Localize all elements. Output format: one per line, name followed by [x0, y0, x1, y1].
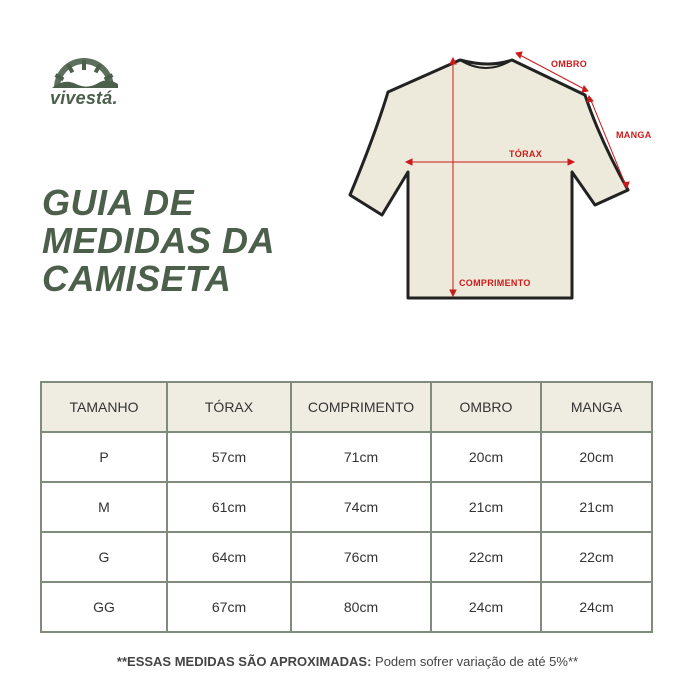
- label-sleeve: MANGA: [616, 130, 652, 140]
- cell-shoulder: 24cm: [431, 582, 541, 632]
- tshirt-illustration: [340, 40, 670, 310]
- cell-size: M: [41, 482, 167, 532]
- cell-chest: 64cm: [167, 532, 291, 582]
- cell-chest: 61cm: [167, 482, 291, 532]
- cell-length: 74cm: [291, 482, 431, 532]
- header-size: TAMANHO: [41, 382, 167, 432]
- cell-size: P: [41, 432, 167, 482]
- cell-sleeve: 22cm: [541, 532, 652, 582]
- disclaimer-rest: Podem sofrer variação de até 5%**: [371, 654, 579, 669]
- disclaimer-strong: **ESSAS MEDIDAS SÃO APROXIMADAS:: [116, 654, 372, 669]
- cell-sleeve: 24cm: [541, 582, 652, 632]
- cell-shoulder: 21cm: [431, 482, 541, 532]
- header-length: COMPRIMENTO: [291, 382, 431, 432]
- table-row: [41, 582, 652, 632]
- title-line-3: CAMISETA: [42, 258, 232, 299]
- cell-shoulder: 22cm: [431, 532, 541, 582]
- cell-size: GG: [41, 582, 167, 632]
- label-length: COMPRIMENTO: [459, 278, 531, 288]
- cell-sleeve: 20cm: [541, 432, 652, 482]
- disclaimer-note: [0, 654, 695, 669]
- page-title: [42, 184, 275, 298]
- table-row: [41, 532, 652, 582]
- header-shoulder: OMBRO: [431, 382, 541, 432]
- table-header-row: [41, 382, 652, 432]
- cell-chest: 57cm: [167, 432, 291, 482]
- cell-chest: 67cm: [167, 582, 291, 632]
- size-table: [40, 381, 653, 633]
- table-row: [41, 482, 652, 532]
- cell-shoulder: 20cm: [431, 432, 541, 482]
- label-shoulder: OMBRO: [551, 59, 587, 69]
- cell-size: G: [41, 532, 167, 582]
- cell-length: 76cm: [291, 532, 431, 582]
- tshirt-shape: [350, 60, 628, 298]
- tshirt-diagram: [340, 40, 670, 310]
- label-chest: TÓRAX: [509, 149, 542, 159]
- header-chest: TÓRAX: [167, 382, 291, 432]
- cell-sleeve: 21cm: [541, 482, 652, 532]
- cell-length: 71cm: [291, 432, 431, 482]
- header-sleeve: MANGA: [541, 382, 652, 432]
- brand-name: vivestá.: [50, 88, 118, 108]
- cell-length: 80cm: [291, 582, 431, 632]
- title-line-1: GUIA DE: [42, 182, 195, 223]
- title-line-2: MEDIDAS DA: [42, 220, 276, 261]
- table-row: [41, 432, 652, 482]
